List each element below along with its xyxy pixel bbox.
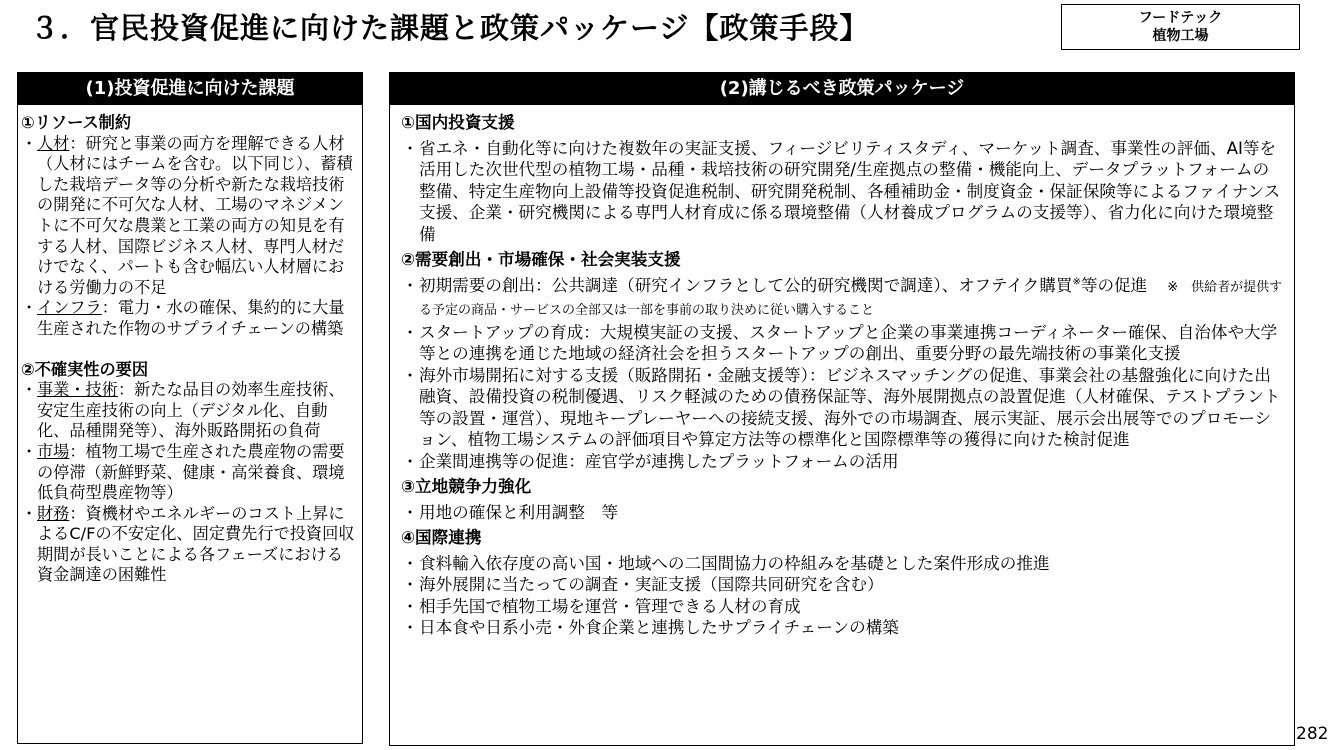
- category-tag-line2: 植物工場: [1152, 28, 1209, 44]
- section-site-competitiveness: ③立地競争力強化: [401, 477, 532, 496]
- bullet: ・: [401, 575, 419, 594]
- bullet: ・: [21, 380, 38, 400]
- policy-text: 用地の確保と利用調整 等: [419, 502, 619, 522]
- list-item: [21, 380, 356, 442]
- issues-panel-header: (1)投資促進に向けた課題: [18, 73, 362, 105]
- section-domestic-investment: ①国内投資支援: [401, 113, 515, 132]
- bullet: ・: [21, 133, 38, 153]
- policy-package-header: (2)講じるべき政策パッケージ: [390, 73, 1294, 105]
- section-demand-creation: ②需要創出・市場確保・社会実装支援: [401, 250, 681, 269]
- issue-text: [37, 134, 356, 299]
- bullet: ・: [21, 503, 38, 523]
- list-item: [401, 275, 1284, 322]
- issue-text: [37, 504, 356, 586]
- policy-text: 食料輸入依存度の高い国・地域への二国間協力の枠組みを基礎とした案件形成の推進: [419, 553, 1050, 573]
- issues-panel: [17, 72, 363, 744]
- policy-text-part: 等の促進: [1080, 275, 1148, 295]
- issue-text: [37, 298, 356, 339]
- issue-key: 事業・技術: [37, 380, 118, 400]
- bullet: ・: [401, 138, 419, 158]
- issue-text: [37, 442, 356, 504]
- issues-panel-body: [18, 105, 362, 586]
- list-item: [401, 502, 1284, 524]
- section-international-cooperation: ④国際連携: [401, 528, 482, 547]
- list-item: [401, 553, 1284, 575]
- bullet: ・: [401, 275, 419, 295]
- category-tag-line1: フードテック: [1138, 10, 1223, 26]
- list-item: [401, 451, 1284, 473]
- list-item: [21, 298, 356, 339]
- list-item: [401, 365, 1284, 451]
- policy-package-panel: [389, 72, 1295, 746]
- list-item: [401, 322, 1284, 365]
- issue-detail: ：植物工場で生産された農産物の需要の停滞（新鮮野菜、健康・高栄養食、環境低負荷型農産物等）: [37, 441, 345, 503]
- issue-key: 財務: [37, 503, 70, 523]
- policy-text-part: 初期需要の創出：公共調達（研究インフラとして公的研究機関で調達）、オフテイク購買: [419, 275, 1073, 295]
- issue-key: インフラ: [37, 298, 102, 318]
- policy-text: [419, 275, 1284, 322]
- bullet: ・: [401, 596, 419, 616]
- footnote-mark: ※: [1072, 275, 1081, 287]
- bullet: ・: [401, 322, 419, 342]
- bullet: ・: [401, 618, 419, 637]
- bullet: ・: [401, 553, 419, 573]
- bullet: ・: [401, 502, 419, 522]
- category-tag: [1061, 4, 1300, 50]
- section-uncertainty-factors: ②不確実性の要因: [21, 359, 149, 379]
- issue-key: 人材: [37, 133, 70, 153]
- footnote-text: ※ 供給者が提供する予定の商品・サービスの全部又は一部を事前の取り決めに従い購入すること: [419, 279, 1283, 318]
- bullet: ・: [401, 451, 419, 471]
- list-item: [401, 617, 1284, 639]
- policy-text: スタートアップの育成：大規模実証の支援、スタートアップと企業の事業連携コーディネーター確保、自治体や大学等との連携を通じた地域の経済社会を担うスタートアップの創出、重要分野の最先端技術の事業化支援: [419, 322, 1278, 363]
- page-number: 282: [1296, 724, 1329, 744]
- issue-text: [37, 380, 356, 442]
- policy-text: 海外展開に当たっての調査・実証支援（国際共同研究を含む）: [419, 575, 884, 594]
- issue-key: 市場: [37, 441, 70, 461]
- policy-package-body: [390, 105, 1294, 639]
- policy-text: 企業間連携等の促進：産官学が連携したプラットフォームの活用: [419, 451, 899, 471]
- list-item: [401, 596, 1284, 618]
- issue-detail: ：電力・水の確保、集約的に大量生産された作物のサプライチェーンの構築: [37, 298, 345, 338]
- list-item: [401, 138, 1284, 246]
- list-item: [21, 442, 356, 504]
- policy-text: 海外市場開拓に対する支援（販路開拓・金融支援等）：ビジネスマッチングの促進、事業会社の基盤強化に向けた出融資、設備投資の税制優遇、リスク軽減のための債務保証等、海外展開拠点の設置促進（人材確保、テストプラント等の設置・運営）、現地キープレーヤーへの接続支援、海外での市場調査、展示実証、展示会出展等でのプロモーション、植物工場システムの評価項目や算定方法等の標準化と国際標準等の獲得に向けた検討促進: [419, 365, 1281, 449]
- page-title: ３．官民投資促進に向けた課題と政策パッケージ【政策手段】: [30, 11, 870, 45]
- policy-text: 省エネ・自動化等に向けた複数年の実証支援、フィージビリティスタディ、マーケット調査、事業性の評価、AI等を活用した次世代型の植物工場・品種・栽培技術の研究開発/生産拠点の整備・機能向上、データプラットフォームの整備、特定生産物向上設備等投資促進税制、研究開発税制、各種補助金・制度資金・保証保険等によるファイナンス支援、企業・研究機関による専門人材育成に係る環境整備（人材養成プログラムの支援等）、省力化に向けた環境整備: [419, 138, 1281, 244]
- bullet: ・: [21, 441, 38, 461]
- policy-text: 日本食や日系小売・外食企業と連携したサプライチェーンの構築: [419, 618, 899, 637]
- bullet: ・: [21, 298, 38, 318]
- issue-detail: ：研究と事業の両方を理解できる人材（人材にはチームを含む。以下同じ）、蓄積した栽培データ等の分析や新たな栽培技術の開発に不可欠な人材、工場のマネジメントに不可欠な農業と工業の両方の知見を有する人材、国際ビジネス人材、専門人材だけでなく、パートも含む幅広い人材層における労働力の不足: [37, 133, 353, 297]
- list-item: [21, 134, 356, 299]
- issue-detail: ：新たな品目の効率生産技術、安定生産技術の向上（デジタル化、自動化、品種開発等）、海外販路開拓の負荷: [37, 380, 345, 441]
- issue-detail: ：資機材やエネルギーのコスト上昇によるC/Fの不安定化、固定費先行で投資回収期間が長いことによる各フェーズにおける資金調達の困難性: [37, 503, 355, 585]
- list-item: [21, 504, 356, 586]
- section-resource-constraints: ①リソース制約: [21, 113, 132, 132]
- bullet: ・: [401, 365, 419, 385]
- list-item: [401, 574, 1284, 596]
- policy-text: 相手先国で植物工場を運営・管理できる人材の育成: [419, 596, 801, 616]
